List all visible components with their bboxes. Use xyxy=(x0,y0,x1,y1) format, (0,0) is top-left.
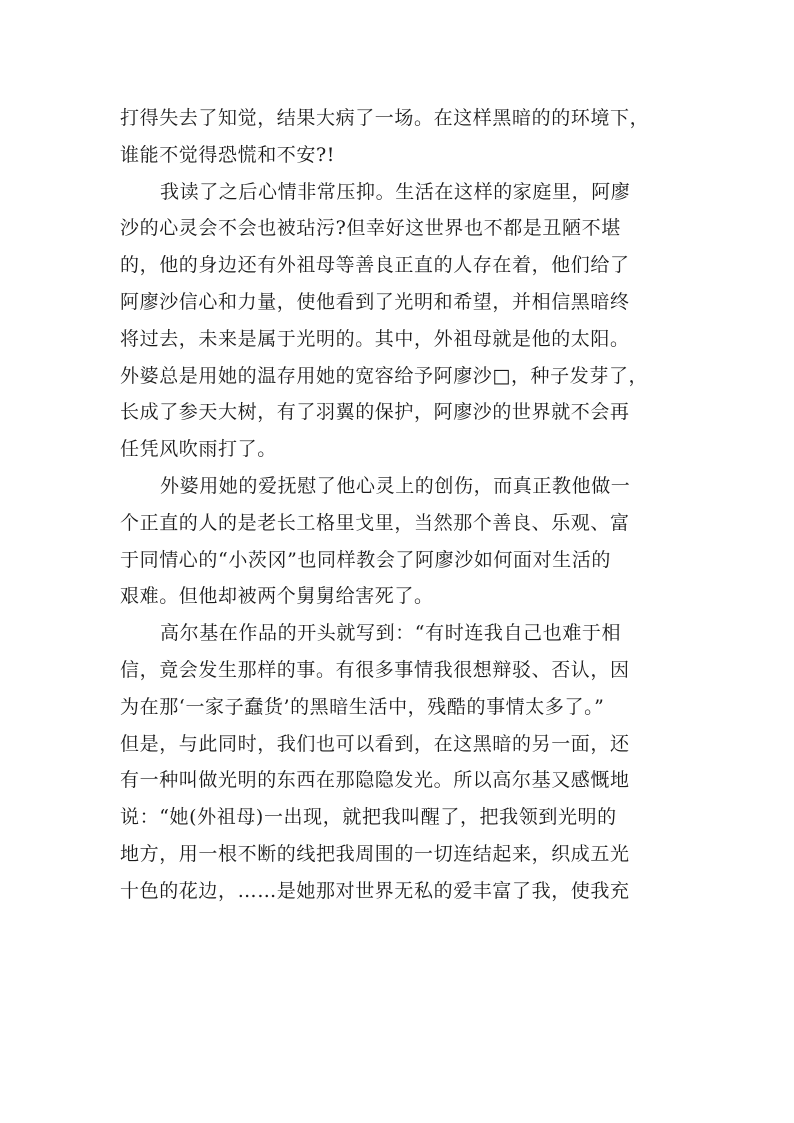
text-line: 个正直的人的是老长工格里戈里，当然那个善良、乐观、富 xyxy=(120,511,630,534)
text-line: 外婆总是用她的温存用她的宽容给予阿廖沙□，种子发芽了， xyxy=(120,364,649,387)
text-line: 将过去，未来是属于光明的。其中，外祖母就是他的太阳。 xyxy=(120,327,630,350)
paragraph-first-line: 高尔基在作品的开头就写到：“有时连我自己也难于相 xyxy=(160,622,622,645)
text-line: 长成了参天大树，有了羽翼的保护，阿廖沙的世界就不会再 xyxy=(120,401,630,424)
paragraph-first-line: 外婆用她的爱抚慰了他心灵上的创伤，而真正教他做一 xyxy=(160,474,631,497)
text-line: 但是，与此同时，我们也可以看到，在这黑暗的另一面，还 xyxy=(120,732,630,755)
text-line: 有一种叫做光明的东西在那隐隐发光。所以高尔基又感慨地 xyxy=(120,769,630,792)
text-line: 信，竟会发生那样的事。有很多事情我很想辩驳、否认，因 xyxy=(120,658,630,681)
paragraph-first-line: 我读了之后心情非常压抑。生活在这样的家庭里，阿廖 xyxy=(160,180,631,203)
text-line: 说：“她(外祖母)一出现，就把我叫醒了，把我领到光明的 xyxy=(120,806,617,829)
text-line: 于同情心的“小茨冈”也同样教会了阿廖沙如何面对生活的 xyxy=(120,548,612,571)
text-line: 打得失去了知觉，结果大病了一场。在这样黑暗的的环境下， xyxy=(120,107,650,129)
text-line: 阿廖沙信心和力量，使他看到了光明和希望，并相信黑暗终 xyxy=(120,290,630,313)
text-line: 十色的花边，……是她那对世界无私的爱丰富了我，使我充 xyxy=(120,879,630,902)
text-line: 为在那‘一家子蠢货’的黑暗生活中，残酷的事情太多了。” xyxy=(120,695,605,718)
text-line: 任凭风吹雨打了。 xyxy=(120,438,277,461)
text-line: 谁能不觉得恐慌和不安?! xyxy=(120,143,336,166)
text-line: 沙的心灵会不会也被玷污?但幸好这世界也不都是丑陋不堪 xyxy=(120,217,621,240)
text-line: 地方，用一根不断的线把我周围的一切连结起来，织成五光 xyxy=(120,842,630,865)
body-text xyxy=(120,100,680,910)
text-line: 艰难。但他却被两个舅舅给害死了。 xyxy=(120,585,434,608)
text-line: 的，他的身边还有外祖母等善良正直的人存在着，他们给了 xyxy=(120,254,630,277)
